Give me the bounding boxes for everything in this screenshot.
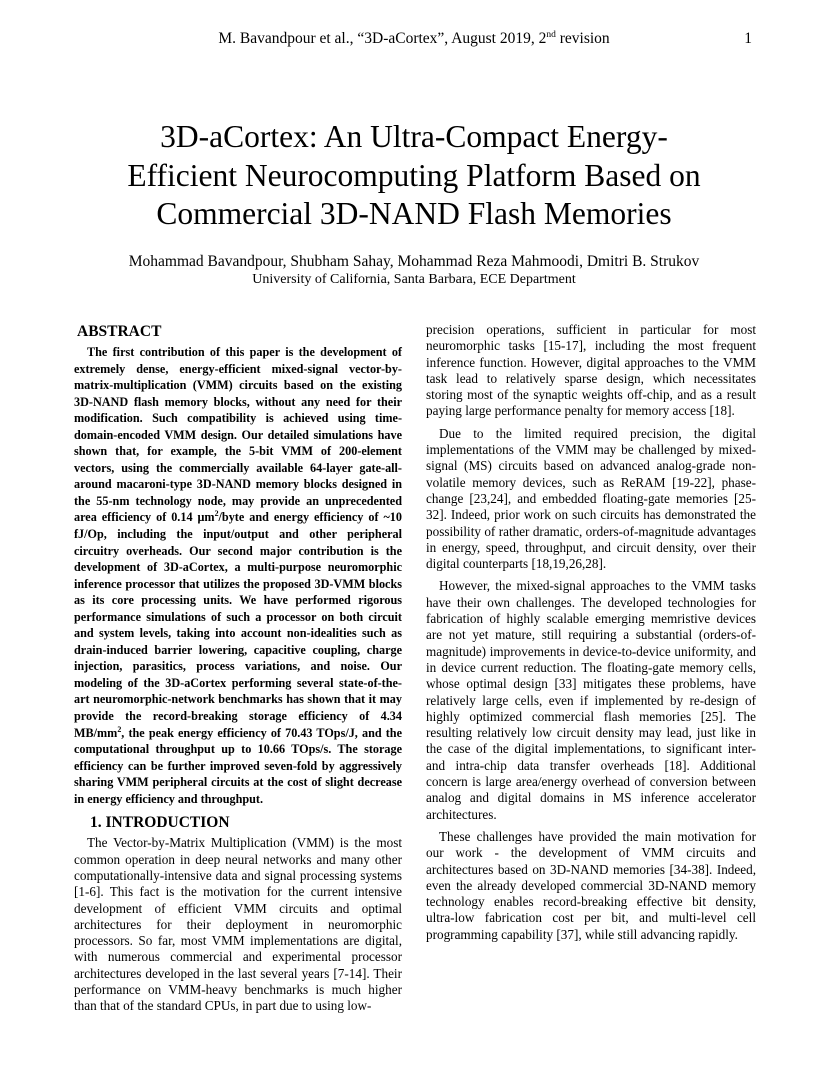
title-line-3: Commercial 3D-NAND Flash Memories [156, 196, 672, 231]
introduction-heading: 1. INTRODUCTION [90, 814, 230, 832]
intro-paragraph-1: The Vector-by-Matrix Multiplication (VMM) is the most common operation in deep neural networks and many other computationally-intensive data and signal processing systems [1-6]. This fact is the motivation for the current intensive development of efficient VMM circuits and optimal architectures for their deployment in neuromorphic processors. So far, most VMM implementations are digital, with numerous commercial and experimental processor architectures developed in the last several years [7-14]. Their performance on VMM-heavy benchmarks is much higher than that of the standard CPUs, in part due to using low- [74, 835, 402, 1014]
title-line-1: 3D-aCortex: An Ultra-Compact Energy- [160, 119, 668, 154]
intro-paragraph-4: These challenges have provided the main motivation for our work - the development of VMM circuits and architectures based on 3D-NAND memories [34-38]. Indeed, even the already developed commercial 3D-NAND memory technology enables record-breaking effective bit density, ultra-low fabrication cost per bit, and multi-level cell programming capability [37], while still advancing rapidly. [426, 828, 756, 942]
running-header [0, 29, 828, 49]
abstract-heading: ABSTRACT [77, 323, 162, 340]
running-head: M. Bavandpour et al., “3D-aCortex”, August 2019, 2nd revision [218, 29, 610, 47]
left-column [74, 322, 402, 1015]
intro-paragraph-1-continued: precision operations, sufficient in particular for most neuromorphic tasks [15-17], including the most frequent inference function. However, digital approaches to the VMM task lead to relatively sparse design, which necessitates storing most of the synaptic weights off-chip, and as a result paying large performance penalty for memory access [18]. [426, 322, 756, 419]
paper-title [60, 118, 768, 234]
title-line-2: Efficient Neurocomputing Platform Based on [127, 157, 701, 193]
affiliation: University of California, Santa Barbara, ECE Department [252, 272, 576, 287]
intro-paragraph-2: Due to the limited required precision, the digital implementations of the VMM may be challenged by mixed-signal (MS) circuits based on advanced analog-grade non-volatile memory devices, such as ReRAM [19-22], phase-change [23,24], and embedded floating-gate memories [25-32]. Indeed, prior work on such circuits has demonstrated the possibility of rather dramatic, orders-of-magnitude advantages in energy, speed, throughput, and circuit density, over their digital counterparts [18,19,26,28]. [426, 425, 756, 572]
abstract-text: The first contribution of this paper is the development of extremely dense, energy-efficient mixed-signal vector-by-matrix-multiplication (VMM) circuits based on the existing 3D-NAND flash memory blocks, without any need for their modification. Such compatibility is achieved using time-domain-encoded VMM design. Our detailed simulations have shown that, for example, the 5-bit VMM of 200-element vectors, using the commercially available 64-layer gate-all-around macaroni-type 3D-NAND memory blocks designed in the 55-nm technology node, may provide an unprecedented area efficiency of 0.14 $\mu m^2$/byte and energy efficiency of ~10 fJ/Op, including the input/output and other peripheral circuitry overheads. Our second major contribution is the development of 3D-aCortex, a multi-purpose neuromorphic inference processor that utilizes the proposed 3D-VMM blocks as its core processing units. We have performed rigorous performance simulations of such a processor on both circuit and system levels, taking into account non-idealities such as drain-induced barrier lowering, capacitive coupling, charge injection, parasitics, process variations, and noise. Our modeling of the 3D-aCortex performing several state-of-the-art neuromorphic-network benchmarks has shown that it may provide the record-breaking storage efficiency of 4.34 $MB/mm^2$, the peak energy efficiency of 70.43 TOps/J, and the computational throughput up to 10.66 TOps/s. The storage efficiency can be further improved seven-fold by aggressively sharing VMM peripheral circuits at the cost of slight decrease in energy efficiency and throughput. [74, 345, 402, 806]
page-number: 1 [744, 30, 752, 47]
intro-paragraph-3: However, the mixed-signal approaches to the VMM tasks have their own challenges. The developed technologies for fabrication of highly scalable emerging memristive devices are not yet mature, still requiring a substantial (orders-of-magnitude) improvements in device-to-device uniformity, and in device current reduction. The floating-gate memory cells, whose optimal design [33] mitigates these problems, have relatively large cells, even if implemented by re-design of highly optimized commercial flash memories [25]. The resulting relatively low circuit density may lead, just like in the case of the digital implementations, to significant inter- and intra-chip data transfer overheads [18]. Additional concern is large area/energy overhead of conversion between analog and digital domains in MS inference accelerator architectures. [426, 578, 756, 822]
right-column [426, 322, 756, 949]
author-list: Mohammad Bavandpour, Shubham Sahay, Mohammad Reza Mahmoodi, Dmitri B. Strukov [128, 253, 700, 270]
